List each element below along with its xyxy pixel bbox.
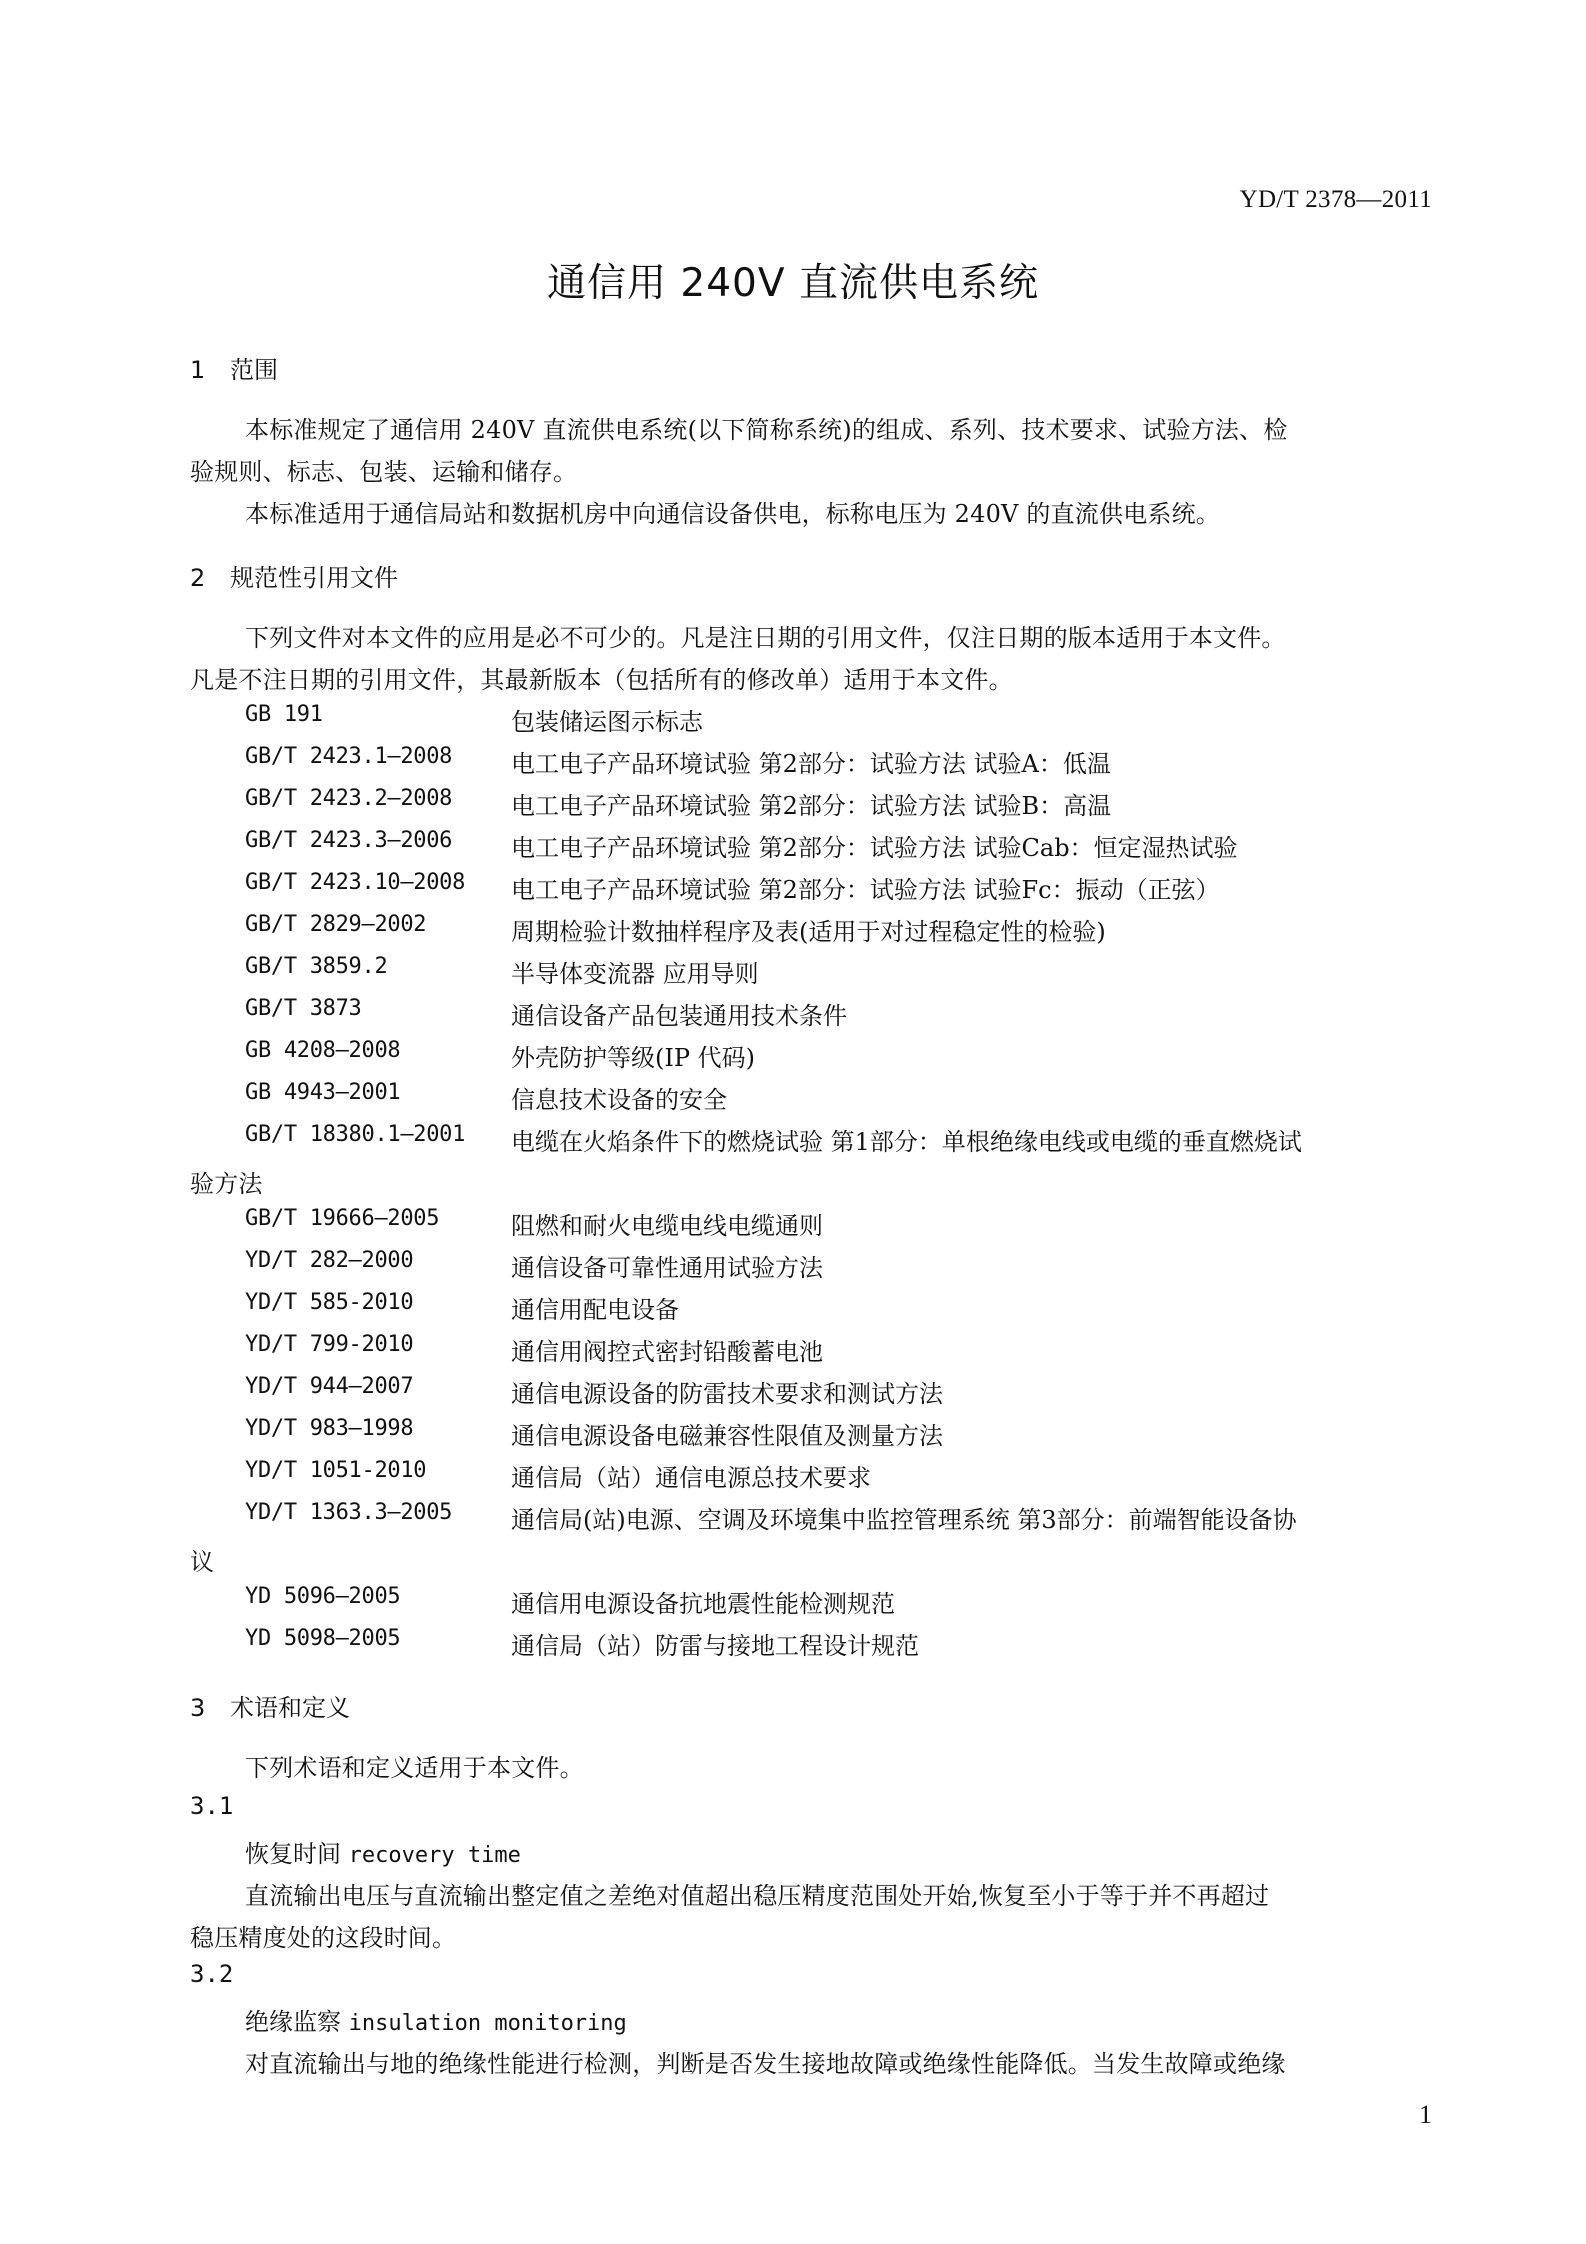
reference-code: YD/T 585-2010 [245,1290,414,1315]
reference-code: GB 4943—2001 [245,1080,401,1105]
reference-code: YD/T 1051-2010 [245,1458,427,1483]
term-name-cn: 恢复时间 [245,1840,341,1868]
term-definition-line-1: 直流输出电压与直流输出整定值之差绝对值超出稳压精度范围处开始,恢复至小于等于并不再超过 [245,1882,1270,1910]
term-name [245,2002,627,2037]
reference-title: 电工电子产品环境试验 第2部分：试验方法 试验Fc：振动（正弦） [511,876,1220,904]
reference-title: 通信设备产品包装通用技术条件 [511,1002,847,1030]
references-intro-line-1: 下列文件对本文件的应用是必不可少的。凡是注日期的引用文件，仅注日期的版本适用于本文件。 [245,624,1286,652]
section-3-heading [190,1688,350,1723]
reference-code: GB/T 2423.1—2008 [245,744,453,769]
reference-code: YD/T 983—1998 [245,1416,414,1441]
reference-title: 通信局（站）防雷与接地工程设计规范 [511,1632,919,1660]
page-number: 1 [1419,2100,1432,2129]
term-name-en: insulation monitoring [348,2011,627,2036]
reference-code: GB/T 2829—2002 [245,912,427,937]
reference-code: YD 5098—2005 [245,1626,401,1651]
term-number: 3.2 [190,1960,234,1988]
standard-code: YD/T 2378—2011 [1239,186,1432,213]
scope-paragraph-1-line-2: 验规则、标志、包装、运输和储存。 [190,458,578,486]
reference-title: 电工电子产品环境试验 第2部分：试验方法 试验Cab：恒定湿热试验 [511,834,1238,862]
reference-title: 通信局(站)电源、空调及环境集中监控管理系统 第3部分：前端智能设备协 [511,1506,1297,1534]
reference-title: 外壳防护等级(IP 代码) [511,1044,755,1072]
reference-title: 电缆在火焰条件下的燃烧试验 第1部分：单根绝缘电线或电缆的垂直燃烧试 [511,1128,1302,1156]
section-number: 2 [190,564,206,592]
reference-title-continuation: 验方法 [190,1170,263,1198]
reference-title: 通信设备可靠性通用试验方法 [511,1254,823,1282]
document-title: 通信用 240V 直流供电系统 [547,261,1039,306]
reference-title: 电工电子产品环境试验 第2部分：试验方法 试验B：高温 [511,792,1112,820]
reference-title: 包装储运图示标志 [511,708,703,736]
term-name-cn: 绝缘监察 [245,2008,341,2036]
reference-code: GB/T 2423.2—2008 [245,786,453,811]
reference-code: GB/T 3859.2 [245,954,388,979]
term-definition-line-1: 对直流输出与地的绝缘性能进行检测，判断是否发生接地故障或绝缘性能降低。当发生故障或绝缘 [245,2050,1286,2078]
reference-title: 周期检验计数抽样程序及表(适用于对过程稳定性的检验) [511,918,1106,946]
term-definition-line-2: 稳压精度处的这段时间。 [190,1924,457,1952]
reference-title: 通信用电源设备抗地震性能检测规范 [511,1590,895,1618]
reference-code: GB/T 2423.10—2008 [245,870,466,895]
reference-title: 通信用配电设备 [511,1296,679,1324]
reference-title: 信息技术设备的安全 [511,1086,727,1114]
scope-paragraph-2: 本标准适用于通信局站和数据机房中向通信设备供电，标称电压为 240V 的直流供电系统。 [245,500,1220,528]
reference-code: YD/T 282—2000 [245,1248,414,1273]
references-intro-line-2: 凡是不注日期的引用文件，其最新版本（包括所有的修改单）适用于本文件。 [190,666,1013,694]
reference-title: 电工电子产品环境试验 第2部分：试验方法 试验A：低温 [511,750,1111,778]
reference-code: YD/T 944—2007 [245,1374,414,1399]
section-1-heading [190,350,278,385]
terms-intro: 下列术语和定义适用于本文件。 [245,1754,584,1782]
reference-title: 通信局（站）通信电源总技术要求 [511,1464,871,1492]
reference-title-continuation: 议 [190,1548,215,1576]
reference-code: GB/T 3873 [245,996,362,1021]
reference-title: 半导体变流器 应用导则 [511,960,759,988]
reference-code: YD 5096—2005 [245,1584,401,1609]
reference-title: 阻燃和耐火电缆电线电缆通则 [511,1212,823,1240]
reference-code: YD/T 799-2010 [245,1332,414,1357]
reference-title: 通信电源设备电磁兼容性限值及测量方法 [511,1422,943,1450]
term-number: 3.1 [190,1792,234,1820]
reference-code: YD/T 1363.3—2005 [245,1500,453,1525]
reference-code: GB 191 [245,702,323,727]
term-name-en: recovery time [348,1843,521,1868]
scope-paragraph-1-line-1: 本标准规定了通信用 240V 直流供电系统(以下简称系统)的组成、系列、技术要求、试验方法、检 [245,416,1288,444]
section-2-heading [190,558,398,593]
section-number: 3 [190,1694,206,1722]
section-title: 规范性引用文件 [230,564,398,592]
reference-code: GB 4208—2008 [245,1038,401,1063]
term-name [245,1834,521,1869]
reference-title: 通信电源设备的防雷技术要求和测试方法 [511,1380,943,1408]
section-title: 术语和定义 [230,1694,350,1722]
reference-code: GB/T 2423.3—2006 [245,828,453,853]
reference-code: GB/T 19666—2005 [245,1206,440,1231]
reference-code: GB/T 18380.1—2001 [245,1122,466,1147]
section-number: 1 [190,356,206,384]
section-title: 范围 [230,356,278,384]
reference-title: 通信用阀控式密封铅酸蓄电池 [511,1338,823,1366]
